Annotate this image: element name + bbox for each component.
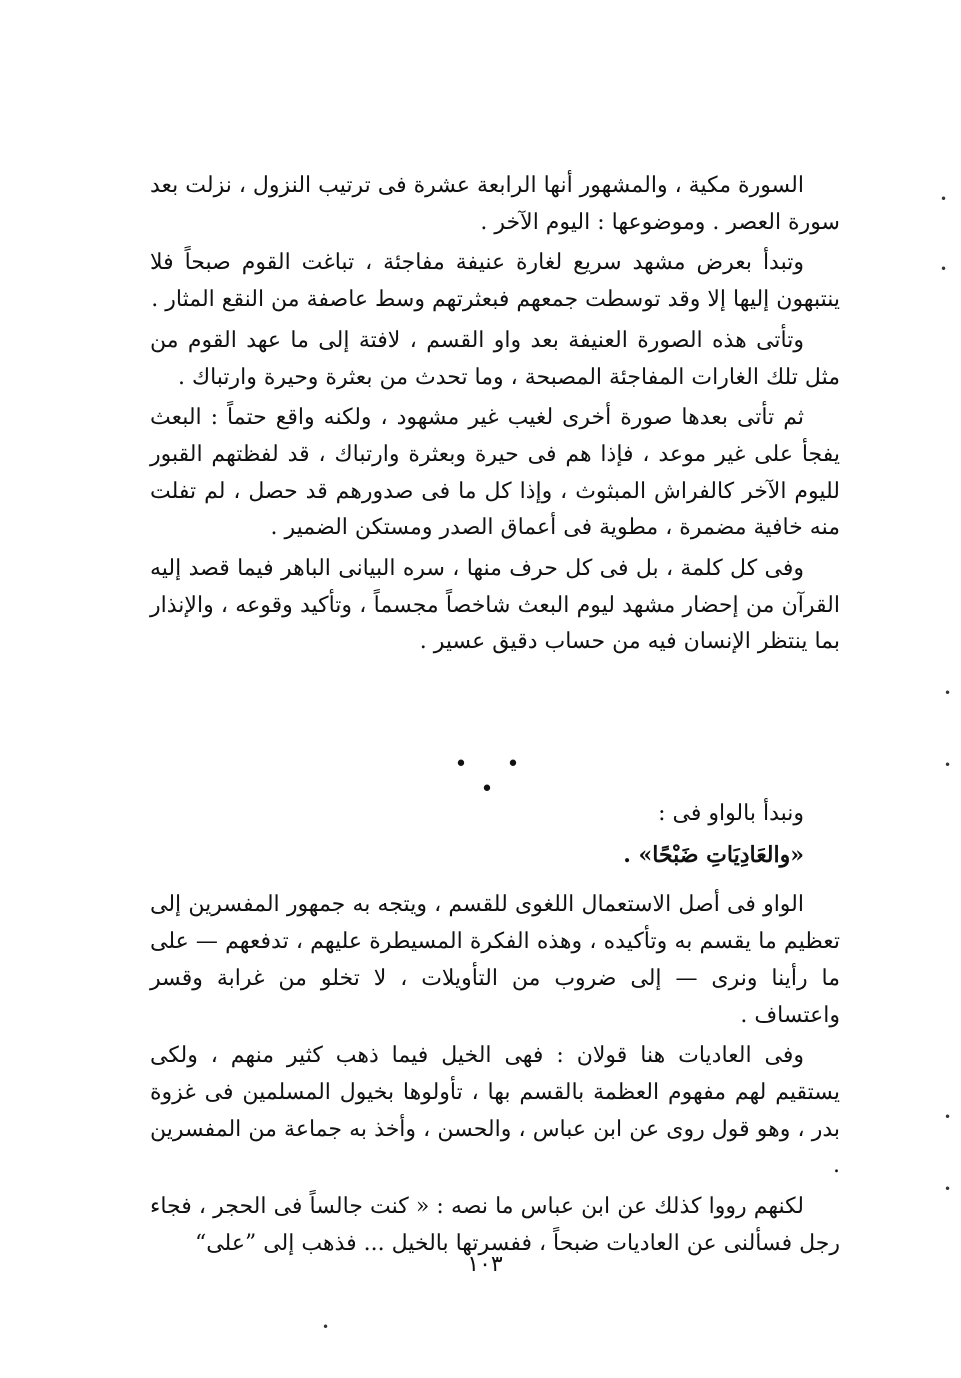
section-separator: • • • [454,752,536,802]
intro-line: ونبدأ بالواو فى : [658,801,804,826]
margin-dot-mark: • [940,262,948,276]
paragraph: الواو فى أصل الاستعمال اللغوى للقسم ، ويتجه به جمهور المفسرين إلى تعظيم ما يقسم به وتأكيده ، وهذه الفكرة المسيطرة عليهم ، تدفعهم — على ما رأينا ونرى — إلى ضروب من التأويلات ، لا تخلو من غرابة وقسر واعتساف . [150,892,840,1028]
paragraph: وفى العاديات هنا قولان : فهى الخيل فيما ذهب كثير منهم ، ولكى يستقيم لهم مفهوم العظمة بالقسم بها ، تأولوها بخيول المسلمين فى غزوة بدر ، وهو قول روى عن ابن عباس ، والحسن ، وأخذ به جماعة من المفسرين . [150,1043,841,1179]
margin-dot-mark: • [322,1320,330,1334]
paragraph: ثم تأتى بعدها صورة أخرى لغيب غير مشهود ، ولكنه واقع حتماً : البعث يفجأ على غير موعد ، فإذا هم فى حيرة وبعثرة وارتباك ، قد لفظتهم القبور لليوم الآخر كالفراش المبثوث ، وإذا كل ما فى صدورهم قد حصل ، لم تفلت منه خافية مضمرة ، مطوية فى أعماق الصدر ومستكن الضمير . [150,405,840,541]
paragraph: وتأتى هذه الصورة العنيفة بعد واو القسم ، لافتة إلى ما عهد القوم من مثل تلك الغارات المفاجئة المصبحة ، وما تحدث من بعثرة وحيرة وارتباك . [150,327,840,390]
paragraph: السورة مكية ، والمشهور أنها الرابعة عشرة فى ترتيب النزول ، نزلت بعد سورة العصر . وموضوعها : اليوم الآخر . [150,173,840,235]
body-text-bottom [150,796,840,1262]
paragraph: لكنهم رووا كذلك عن ابن عباس ما نصه : « كنت جالساً فى الحجر ، فجاء رجل فسألنى عن العاديات ضبحاً ، ففسرتها بالخيل ... فذهب إلى ”على“ [150,1194,840,1256]
margin-dot-mark: • [944,758,952,772]
paragraph: وفى كل كلمة ، بل فى كل حرف منها ، سره البيانى الباهر فيما قصد إليه القرآن من إحضار مشهد ليوم البعث شاخصاً مجسماً ، وتأكيد وقوعه ، والإنذار بما ينتظر الإنسان فيه من حساب دقيق عسير . [150,556,840,655]
quranic-quote: «والعَادِيَاتِ ضَبْحًا» . [623,841,804,868]
margin-dot-mark: • [944,686,952,700]
page-number: ١٠٣ [467,1252,503,1277]
margin-dot-mark: • [944,1182,952,1196]
margin-dot-mark: • [944,1110,952,1124]
body-text-top [150,168,840,661]
margin-dot-mark: • [940,192,948,206]
paragraph: وتبدأ بعرض مشهد سريع لغارة عنيفة مفاجئة ، تباغت القوم صبحاً فلا ينتبهون إليها إلا وقد توسطت جمعهم فبعثرتهم وسط عاصفة من النقع المثار . [150,250,840,313]
